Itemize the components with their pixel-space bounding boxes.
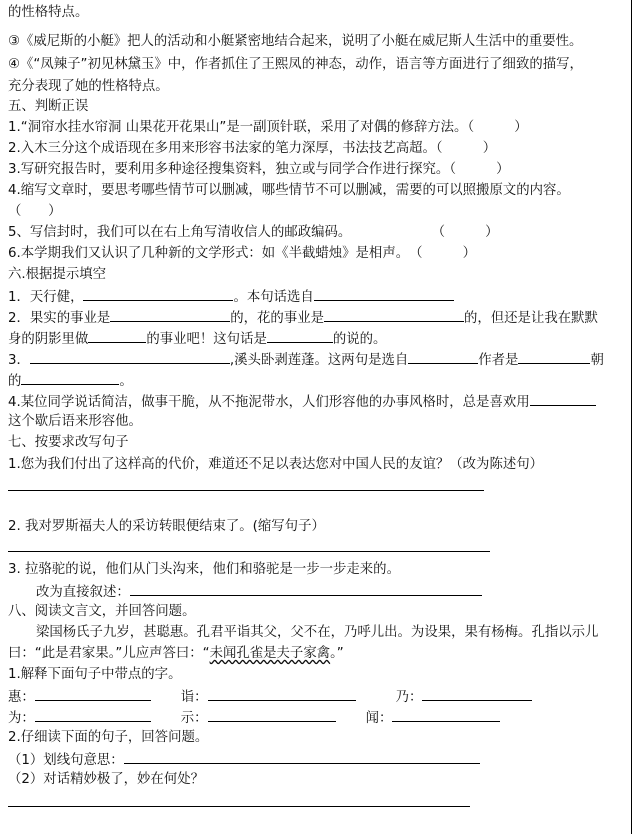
underlined-sentence: 未闻孔雀是夫子家禽 bbox=[209, 646, 331, 661]
question: 4.缩写文章时，要思考哪些情节可以删减，哪些情节不可以删减，需要的可以照搬原文的内容。 bbox=[8, 183, 570, 198]
answer-blank[interactable] bbox=[124, 750, 480, 764]
answer-blank[interactable] bbox=[21, 371, 119, 385]
question: 身的阴影里做 的事业吧！这句话是 的说的。 bbox=[8, 329, 386, 349]
word-row: 惠： 诣： 乃： bbox=[8, 687, 532, 707]
text-line: ③《威尼斯的小艇》把人的活动和小艇紧密地结合起来，说明了小艇在威尼斯人生活中的重要性。 bbox=[8, 34, 583, 49]
answer-blank[interactable] bbox=[208, 687, 356, 701]
answer-line[interactable] bbox=[8, 490, 484, 491]
question: （1）划线句意思： bbox=[8, 750, 480, 770]
section-title: 八、阅读文言文，并回答问题。 bbox=[8, 604, 196, 619]
question: 4.某位同学说话简洁，做事干脆，从不拖泥带水，人们形容他的办事风格时，总是喜欢用 bbox=[8, 392, 596, 412]
answer-blank[interactable] bbox=[267, 329, 333, 343]
answer-blank[interactable] bbox=[314, 287, 454, 301]
section-title: 六.根据提示填空 bbox=[8, 267, 106, 282]
text-line: ④《“凤辣子”初见林黛玉》中，作者抓住了王熙凤的神态，动作，语言等方面进行了细致的描写， bbox=[8, 57, 583, 72]
answer-blank[interactable] bbox=[88, 329, 146, 343]
question-bracket: （ ） bbox=[8, 204, 62, 219]
answer-blank[interactable] bbox=[83, 287, 233, 301]
question: 3.写研究报告时，要利用多种途径搜集资料，独立或与同学合作进行探究。（ ） bbox=[8, 162, 510, 177]
passage-text: 曰：“此是君家果。”儿应声答曰：“未闻孔雀是夫子家禽。” bbox=[8, 646, 344, 661]
question: 2．果实的事业是 的，花的事业是 的，但还是让我在默默 bbox=[8, 308, 598, 328]
question: 的 。 bbox=[8, 371, 133, 391]
question: （2）对话精妙极了，妙在何处？ bbox=[8, 772, 204, 787]
answer-blank[interactable] bbox=[208, 708, 336, 722]
text-line: 充分表现了她的性格特点。 bbox=[8, 79, 169, 94]
answer-blank[interactable] bbox=[35, 708, 151, 722]
answer-blank[interactable] bbox=[130, 582, 482, 596]
answer-blank[interactable] bbox=[30, 350, 230, 364]
question: 这个歇后语来形容他。 bbox=[8, 414, 142, 429]
question: 5、写信封时，我们可以在右上角写清收信人的邮政编码。 （ ） bbox=[8, 225, 499, 240]
answer-blank[interactable] bbox=[408, 350, 478, 364]
answer-blank[interactable] bbox=[518, 350, 590, 364]
answer-blank[interactable] bbox=[422, 687, 532, 701]
question: 改为直接叙述： bbox=[36, 582, 482, 602]
question: 1．天行健， 。本句话选自 bbox=[8, 287, 454, 307]
question: 1.解释下面句子中带点的字。 bbox=[8, 667, 182, 682]
word-row: 为： 示： 闻： bbox=[8, 708, 500, 728]
question: 6.本学期我们又认识了几种新的文学形式：如《半截蜡烛》是相声。 （ ） bbox=[8, 246, 477, 261]
page-border bbox=[631, 0, 632, 834]
question: 3. 拉骆驼的说，他们从门头沟来，他们和骆驼是一步一步走来的。 bbox=[8, 562, 400, 577]
answer-line[interactable] bbox=[8, 551, 490, 552]
text-line: 的性格特点。 bbox=[8, 5, 89, 20]
section-title: 七、按要求改写句子 bbox=[8, 435, 129, 450]
answer-blank[interactable] bbox=[110, 308, 230, 322]
answer-blank[interactable] bbox=[324, 308, 464, 322]
question: 3． ,溪头卧剥莲蓬。这两句是选自 作者是 朝 bbox=[8, 350, 604, 370]
question: 2.入木三分这个成语现在多用来形容书法家的笔力深厚，书法技艺高超。（ ） bbox=[8, 141, 497, 156]
question: 1.您为我们付出了这样高的代价，难道还不足以表达您对中国人民的友谊？（改为陈述句） bbox=[8, 457, 544, 472]
answer-blank[interactable] bbox=[392, 708, 500, 722]
answer-blank[interactable] bbox=[35, 687, 151, 701]
question: 2.仔细读下面的句子，回答问题。 bbox=[8, 730, 209, 745]
answer-blank[interactable] bbox=[530, 392, 596, 406]
section-title: 五、判断正误 bbox=[8, 99, 89, 114]
answer-line[interactable] bbox=[8, 806, 470, 807]
question: 2. 我对罗斯福夫人的采访转眼便结束了。(缩写句子） bbox=[8, 519, 325, 534]
question: 1.“洞帘水挂水帘洞 山果花开花果山”是一副顶针联，采用了对偶的修辞方法。（ ） bbox=[8, 120, 528, 135]
passage-text: 梁国杨氏子九岁，甚聪惠。孔君平诣其父，父不在，乃呼儿出。为设果，果有杨梅。孔指以示儿 bbox=[36, 625, 599, 640]
